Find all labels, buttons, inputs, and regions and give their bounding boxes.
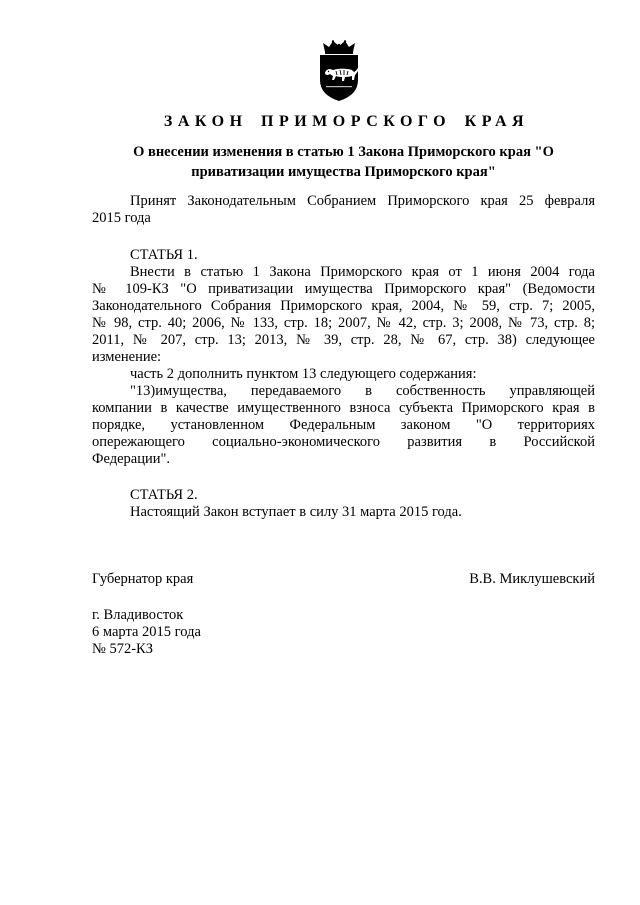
adoption-paragraph: [92, 193, 595, 227]
article-1: [92, 247, 595, 468]
text-line: 2011, № 207, стр. 13; 2013, № 39, стр. 28, № 67, стр. 38) следующее: [92, 332, 595, 348]
text-line: 2015 года: [92, 210, 151, 226]
subtitle-line: О внесении изменения в статью 1 Закона Приморского края "О: [133, 144, 554, 160]
text-line: "13)имущества, передаваемого в собственность управляющей: [130, 383, 595, 399]
text-line: Внести в статью 1 Закона Приморского края от 1 июня 2004 года: [130, 264, 595, 280]
law-title: ЗАКОН ПРИМОРСКОГО КРАЯ: [163, 113, 530, 130]
text-line: Законодательного Собрания Приморского края, 2004, № 59, стр. 7; 2005,: [92, 298, 595, 314]
law-subtitle: [92, 142, 595, 182]
text-line: порядке, установленном Федеральным законом "О территориях: [92, 417, 595, 433]
signature-row: [92, 571, 595, 588]
signatory-position: Губернатор края: [92, 571, 194, 587]
text-line: № 109-КЗ "О приватизации имущества Приморского края" (Ведомости: [92, 281, 595, 297]
date: 6 марта 2015 года: [92, 624, 201, 640]
text-line: опережающего социально-экономического развития в Российской: [92, 434, 595, 450]
text-line: Федерации".: [92, 451, 171, 467]
article-2: [92, 487, 595, 521]
text-line: компании в качестве имущественного взноса субъекта Приморского края в: [92, 400, 595, 416]
text-line: Настоящий Закон вступает в силу 31 марта 2015 года.: [130, 504, 462, 520]
coat-of-arms-icon: [316, 40, 362, 102]
place: г. Владивосток: [92, 607, 184, 623]
subtitle-line: приватизации имущества Приморского края": [191, 164, 496, 180]
article-heading: СТАТЬЯ 2.: [130, 487, 198, 503]
article-heading: СТАТЬЯ 1.: [130, 247, 198, 263]
law-number: № 572-КЗ: [92, 641, 153, 657]
text-line: часть 2 дополнить пунктом 13 следующего содержания:: [130, 366, 477, 382]
signatory-name: В.В. Миклушевский: [469, 571, 595, 587]
text-line: Принят Законодательным Собранием Приморского края 25 февраля: [130, 193, 595, 209]
document-footer: [92, 607, 595, 658]
text-line: изменение:: [92, 349, 162, 365]
text-line: № 98, стр. 40; 2006, № 133, стр. 18; 2007, № 42, стр. 3; 2008, № 73, стр. 8;: [92, 315, 595, 331]
